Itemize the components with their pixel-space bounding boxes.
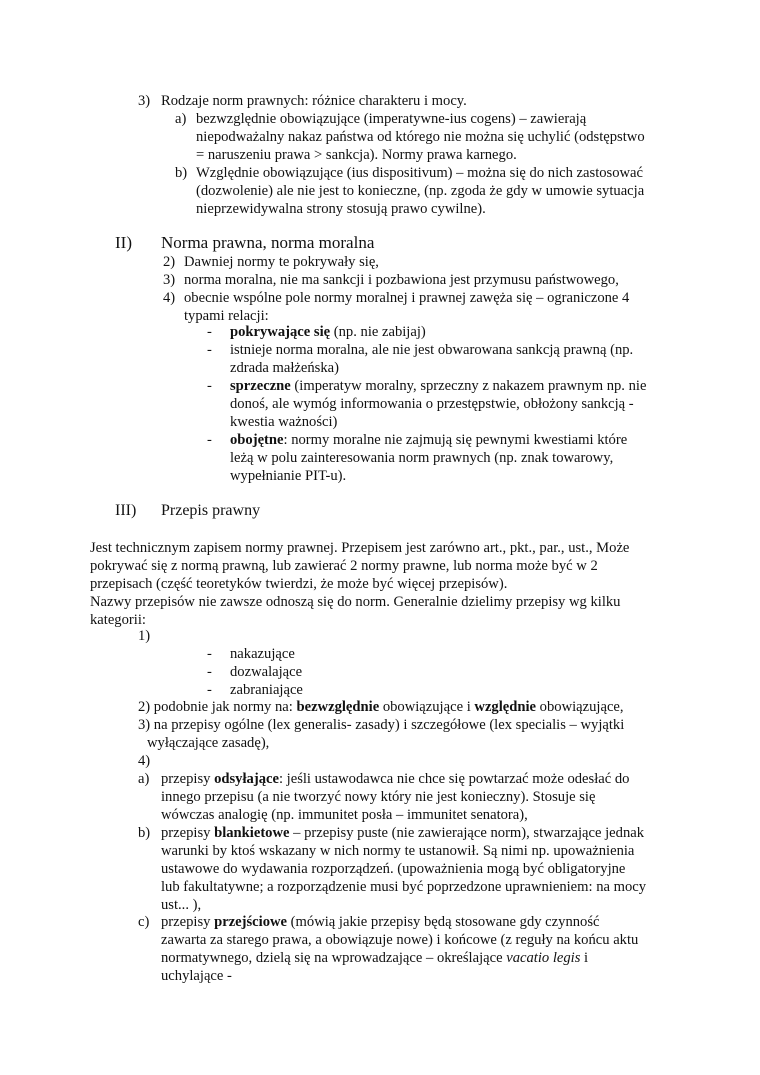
bullet-text: istnieje norma moralna, ale nie jest obwarowana sankcją prawną (np. [230, 342, 634, 358]
list-letter: b) [175, 165, 188, 181]
section-number: II) [115, 233, 132, 252]
bullet-dash: - [207, 378, 212, 394]
bullet-dash: - [207, 646, 212, 662]
bullet-text: zabraniające [230, 682, 303, 698]
paragraph-line: kategorii: [90, 612, 146, 628]
text-span: obowiązujące i [379, 699, 475, 715]
bold-term: sprzeczne [230, 378, 291, 394]
paragraph-line: pokrywać się z normą prawną, lub zawierać 2 normy prawne, lub norma może być w 2 [90, 558, 598, 574]
text-line [161, 824, 644, 842]
text-line: typami relacji: [184, 308, 269, 324]
bold-term: bezwzględnie [296, 699, 380, 715]
section-heading: Rodzaje norm prawnych: różnice charakteru i mocy. [161, 93, 467, 109]
paragraph-line: Nazwy przepisów nie zawsze odnoszą się do norm. Generalnie dzielimy przepisy wg kilku [90, 594, 621, 610]
text-line: ustawowe do wydawania rozporządzeń. (upoważnienia mogą być obligatoryjne [161, 861, 626, 877]
list-letter: b) [138, 825, 151, 841]
bullet-text: zdrada małżeńska) [230, 360, 339, 376]
list-letter: a) [138, 771, 150, 787]
section-number: III) [115, 502, 137, 519]
text-line: uchylające - [161, 968, 232, 984]
bullet-text [230, 377, 646, 395]
list-item: 3) na przepisy ogólne (lex generalis- zasady) i szczegółowe (lex specialis – wyjątki [138, 717, 625, 733]
text-line: nieprzewidywalna strony stosują prawo cywilne). [196, 201, 486, 217]
text-line: lub fakultatywne; a rozporządzenie musi być poprzedzone uprawnieniem: na mocy [161, 879, 647, 895]
text-span: (imperatyw moralny, sprzeczny z nakazem prawnym np. nie [290, 378, 647, 394]
text-line: zawarta za starego prawa, a obowiązuje nowe) i końcowe (z reguły na końcu aktu [161, 932, 639, 948]
text-span: przepisy [161, 914, 215, 930]
text-span: 2) podobnie jak normy na: [138, 699, 297, 715]
list-item: wyłączające zasadę), [147, 735, 270, 751]
text-line: (dozwolenie) ale nie jest to konieczne, (np. zgoda że gdy w umowie sytuacja [196, 183, 645, 199]
bullet-text [230, 323, 426, 341]
list-number: 2) [163, 254, 176, 270]
text-line: obecnie wspólne pole normy moralnej i prawnej zawęża się – ograniczone 4 [184, 290, 630, 306]
list-letter: a) [175, 111, 187, 127]
text-span: normatywnego, dzielą się na wprowadzające – określające [161, 950, 507, 966]
bullet-text: dozwalające [230, 664, 303, 680]
bullet-dash: - [207, 432, 212, 448]
text-span: : normy moralne nie zajmują się pewnymi kwestiami które [283, 432, 628, 448]
text-span: przepisy [161, 771, 215, 787]
bullet-dash: - [207, 342, 212, 358]
text-line: norma moralna, nie ma sankcji i pozbawiona jest przymusu państwowego, [184, 272, 619, 288]
text-line: innego przepisu (a nie tworzyć nowy który nie jest konieczny). Stosuje się [161, 789, 596, 805]
list-number: 4) [163, 290, 176, 306]
italic-term: vacatio legis [506, 950, 581, 966]
text-span: i [580, 950, 589, 966]
text-span: – przepisy puste (nie zawierające norm), stwarzające jednak [289, 825, 645, 841]
list-number: 3) [138, 93, 151, 109]
list-number: 1) [138, 628, 151, 644]
list-number: 3) [163, 272, 176, 288]
bullet-dash: - [207, 324, 212, 340]
bold-term: przejściowe [214, 914, 288, 930]
text-span: (np. nie zabijaj) [330, 324, 426, 340]
section-title: Przepis prawny [161, 502, 261, 519]
bullet-dash: - [207, 682, 212, 698]
text-span: obowiązujące, [536, 699, 624, 715]
list-item [138, 698, 624, 716]
list-letter: c) [138, 914, 150, 930]
text-span: : jeśli ustawodawca nie chce się powtarzać może odesłać do [278, 771, 630, 787]
bold-term: obojętne [230, 432, 284, 448]
text-line: ust... ), [161, 897, 202, 913]
bullet-text: donoś, ale wymóg informowania o przestępstwie, obłożony sankcją - [230, 396, 634, 412]
bullet-text: kwestia ważności) [230, 414, 338, 430]
bullet-text: leżą w polu zainteresowania norm prawnych (np. znak towarowy, [230, 450, 614, 466]
text-line: bezwzględnie obowiązujące (imperatywne-ius cogens) – zawierają [196, 111, 587, 127]
text-line [161, 770, 629, 788]
text-line: = naruszeniu prawa > sankcja). Normy prawa karnego. [196, 147, 517, 163]
paragraph-line: przepisach (część teoretyków twierdzi, że może być więcej przepisów). [90, 576, 508, 592]
bullet-text: wypełnianie PIT-u). [230, 468, 347, 484]
text-line: Dawniej normy te pokrywały się, [184, 254, 379, 270]
bullet-dash: - [207, 664, 212, 680]
list-number: 4) [138, 753, 151, 769]
bullet-text [230, 431, 627, 449]
bold-term: odsyłające [214, 771, 279, 787]
bold-term: pokrywające się [230, 324, 331, 340]
text-line [161, 913, 600, 931]
text-line: niepodważalny nakaz państwa od którego nie można się uchylić (odstępstwo [196, 129, 645, 145]
text-line: warunki by ktoś wskazany w nich normy te ustanowił. Są nimi np. upoważnienia [161, 843, 635, 859]
bullet-text: nakazujące [230, 646, 295, 662]
bold-term: względnie [474, 699, 537, 715]
text-line: wówczas analogię (np. immunitet posła – immunitet senatora), [161, 807, 528, 823]
bold-term: blankietowe [214, 825, 290, 841]
text-line [161, 949, 588, 967]
text-span: (mówią jakie przepisy będą stosowane gdy czynność [287, 914, 600, 930]
text-line: Względnie obowiązujące (ius dispositivum) – można się do nich zastosować [196, 165, 644, 181]
paragraph-line: Jest technicznym zapisem normy prawnej. Przepisem jest zarówno art., pkt., par., ust., Może [90, 540, 630, 556]
text-span: przepisy [161, 825, 215, 841]
section-title: Norma prawna, norma moralna [161, 233, 375, 252]
